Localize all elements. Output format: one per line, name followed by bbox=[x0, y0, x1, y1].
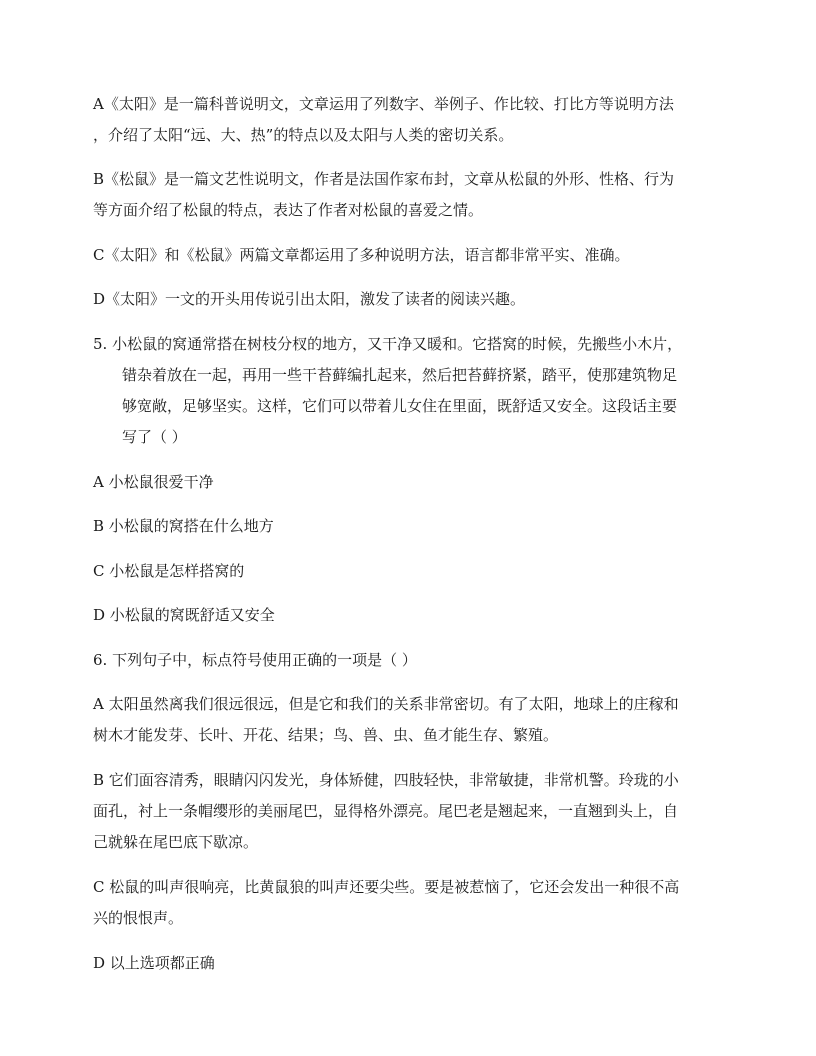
q4-option-b-line2: 等方面介绍了松鼠的特点，表达了作者对松鼠的喜爱之情。 bbox=[93, 201, 484, 219]
q5-stem-line2: 错杂着放在一起，再用一些干苔藓编扎起来，然后把苔藓挤紧，踏平，使那建筑物足 bbox=[122, 366, 678, 384]
q5-option-b-line: B 小松鼠的窝搭在什么地方 bbox=[93, 517, 274, 535]
q6-option-c-line2: 兴的恨恨声。 bbox=[93, 909, 184, 927]
q4-option-d-line: D《太阳》一文的开头用传说引出太阳，激发了读者的阅读兴趣。 bbox=[93, 290, 526, 308]
q6-option-b-line3: 己就躲在尾巴底下歇凉。 bbox=[93, 833, 259, 851]
q5-option-d bbox=[93, 600, 733, 631]
q5-option-d-line: D 小松鼠的窝既舒适又安全 bbox=[93, 606, 275, 624]
q5-stem-line4: 写了（ ） bbox=[122, 428, 187, 446]
q5-option-a-line: A 小松鼠很爱干净 bbox=[93, 473, 214, 491]
q4-option-a-line2: ，介绍了太阳“远、大、热”的特点以及太阳与人类的密切关系。 bbox=[93, 126, 514, 144]
q5-option-c bbox=[93, 556, 733, 587]
q6-option-d-line: D 以上选项都正确 bbox=[93, 954, 215, 972]
q5-option-c-line: C 小松鼠是怎样搭窝的 bbox=[93, 562, 245, 580]
q4-option-a bbox=[93, 89, 733, 151]
q5-stem bbox=[93, 329, 733, 453]
q5-stem-line3: 够宽敞，足够坚实。这样，它们可以带着儿女住在里面，既舒适又安全。这段话主要 bbox=[122, 397, 678, 415]
q6-option-b-line2: 面孔，衬上一条帽缨形的美丽尾巴，显得格外漂亮。尾巴老是翘起来，一直翘到头上，自 bbox=[93, 802, 679, 820]
q6-option-c bbox=[93, 872, 733, 934]
q4-option-b-line1: B《松鼠》是一篇文艺性说明文，作者是法国作家布封，文章从松鼠的外形、性格、行为 bbox=[93, 170, 675, 188]
q5-option-a bbox=[93, 467, 733, 498]
q4-option-b bbox=[93, 164, 733, 226]
q6-option-a bbox=[93, 689, 733, 751]
q6-option-d bbox=[93, 948, 733, 979]
q6-option-b-line1: B 它们面容清秀，眼睛闪闪发光，身体矫健，四肢轻快，非常敏捷，非常机警。玲珑的小 bbox=[93, 771, 679, 789]
q4-option-c bbox=[93, 240, 733, 271]
q6-option-c-line1: C 松鼠的叫声很响亮，比黄鼠狼的叫声还要尖些。要是被惹恼了，它还会发出一种很不高 bbox=[93, 878, 680, 896]
q4-option-a-line1: A《太阳》是一篇科普说明文，文章运用了列数字、举例子、作比较、打比方等说明方法 bbox=[93, 95, 674, 113]
q4-option-c-line: C《太阳》和《松鼠》两篇文章都运用了多种说明方法，语言都非常平实、准确。 bbox=[93, 246, 630, 264]
q6-option-a-line1: A 太阳虽然离我们很远很远，但是它和我们的关系非常密切。有了太阳，地球上的庄稼和 bbox=[93, 695, 679, 713]
q5-option-b bbox=[93, 511, 733, 542]
q6-stem bbox=[93, 645, 733, 676]
q5-stem-line1: 5. 小松鼠的窝通常搭在树枝分杈的地方，又干净又暖和。它搭窝的时候，先搬些小木片， bbox=[93, 335, 683, 353]
q6-stem-line: 6. 下列句子中，标点符号使用正确的一项是（ ） bbox=[93, 651, 417, 669]
q6-option-a-line2: 树木才能发芽、长叶、开花、结果；鸟、兽、虫、鱼才能生存、繁殖。 bbox=[93, 726, 559, 744]
q4-option-d bbox=[93, 284, 733, 315]
q6-option-b bbox=[93, 765, 733, 858]
